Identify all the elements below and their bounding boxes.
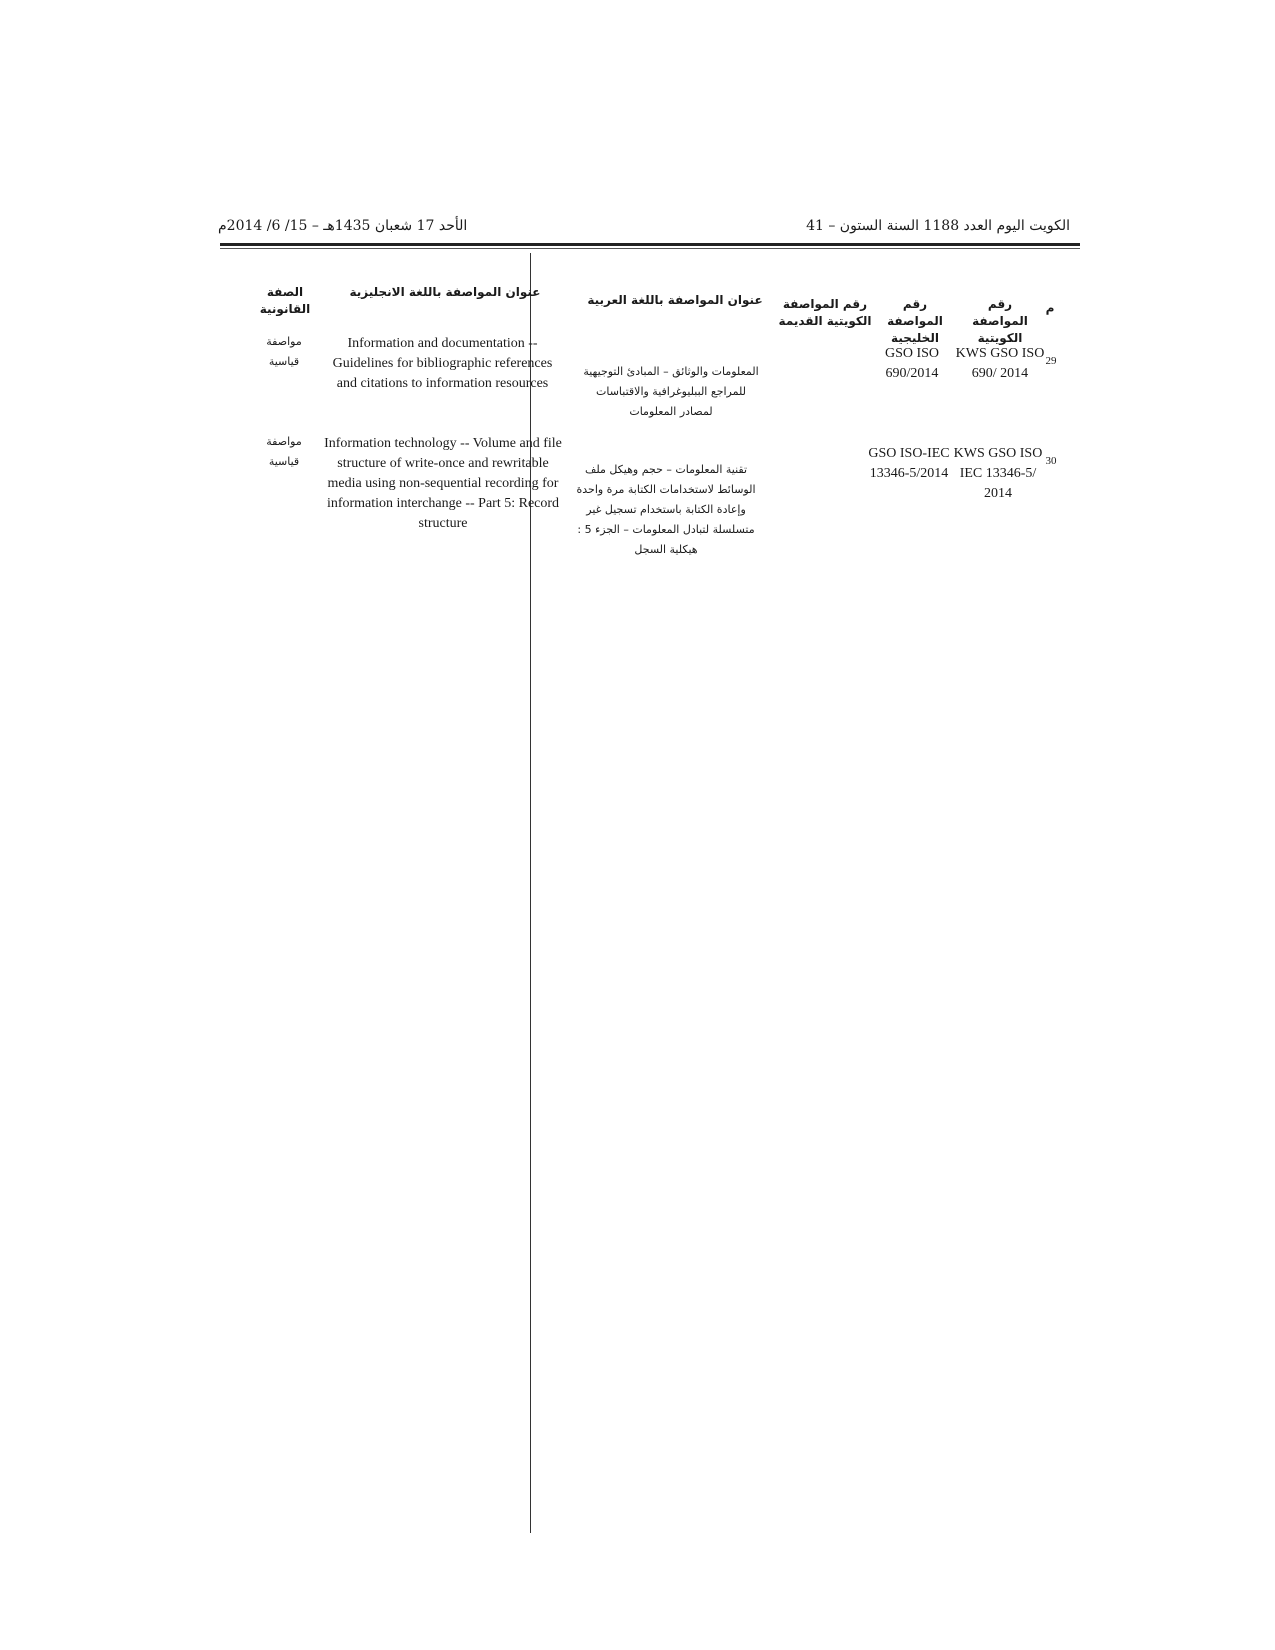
arabic-title: تقنية المعلومات – حجم وهيكل ملف الوسائط لاستخدامات الكتابة مرة واحدة وإعادة الكتابة باستخدام تسجيل غير متسلسلة لتبادل المعلومات – الجزء 5 : هيكلية السجل: [576, 463, 756, 556]
running-header-left: الأحد 17 شعبان 1435هـ – 15/ 6/ 2014م: [218, 218, 468, 234]
row-index: 29: [1045, 355, 1057, 367]
running-header-right: الكويت اليوم العدد 1188 السنة الستون – 41: [806, 218, 1070, 234]
header-rule-thin: [220, 248, 1080, 249]
column-header-legal-status: الصفة القانونية: [259, 285, 311, 316]
legal-status: مواصفة قياسية: [266, 335, 302, 368]
column-header-arabic-title: عنوان المواصفة باللغة العربية: [587, 293, 763, 307]
column-header-kuwait-number: رقم المواصفة الكويتية: [972, 297, 1028, 345]
column-header-gulf-number: رقم المواصفة الخليجية: [887, 297, 943, 345]
gulf-standard-number: GSO ISO-IEC 13346-5/2014: [868, 446, 950, 481]
kuwait-standard-number: KWS GSO ISO IEC 13346-5/ 2014: [953, 446, 1043, 501]
column-header-english-title: عنوان المواصفة باللغة الانجليزية: [349, 285, 541, 299]
legal-status: مواصفة قياسية: [266, 435, 302, 468]
column-header-old-kuwait-number: رقم المواصفة الكويتية القديمة: [778, 297, 872, 328]
arabic-title: المعلومات والوثائق – المبادئ التوجيهية للمراجع الببليوغرافية والاقتباسات لمصادر المعلومات: [583, 365, 759, 418]
gulf-standard-number: GSO ISO 690/2014: [884, 346, 940, 381]
english-title: Information technology -- Volume and file structure of write-once and rewritable media using non-sequential recording for information interchange -- Part 5: Record structure: [324, 436, 562, 531]
english-title: Information and documentation -- Guidelines for bibliographic references and citations to information resources: [332, 336, 553, 391]
column-header-index: م: [1045, 301, 1055, 315]
kuwait-standard-number: KWS GSO ISO 690/ 2014: [955, 346, 1045, 381]
header-rule: [220, 243, 1080, 246]
row-index: 30: [1045, 455, 1057, 467]
